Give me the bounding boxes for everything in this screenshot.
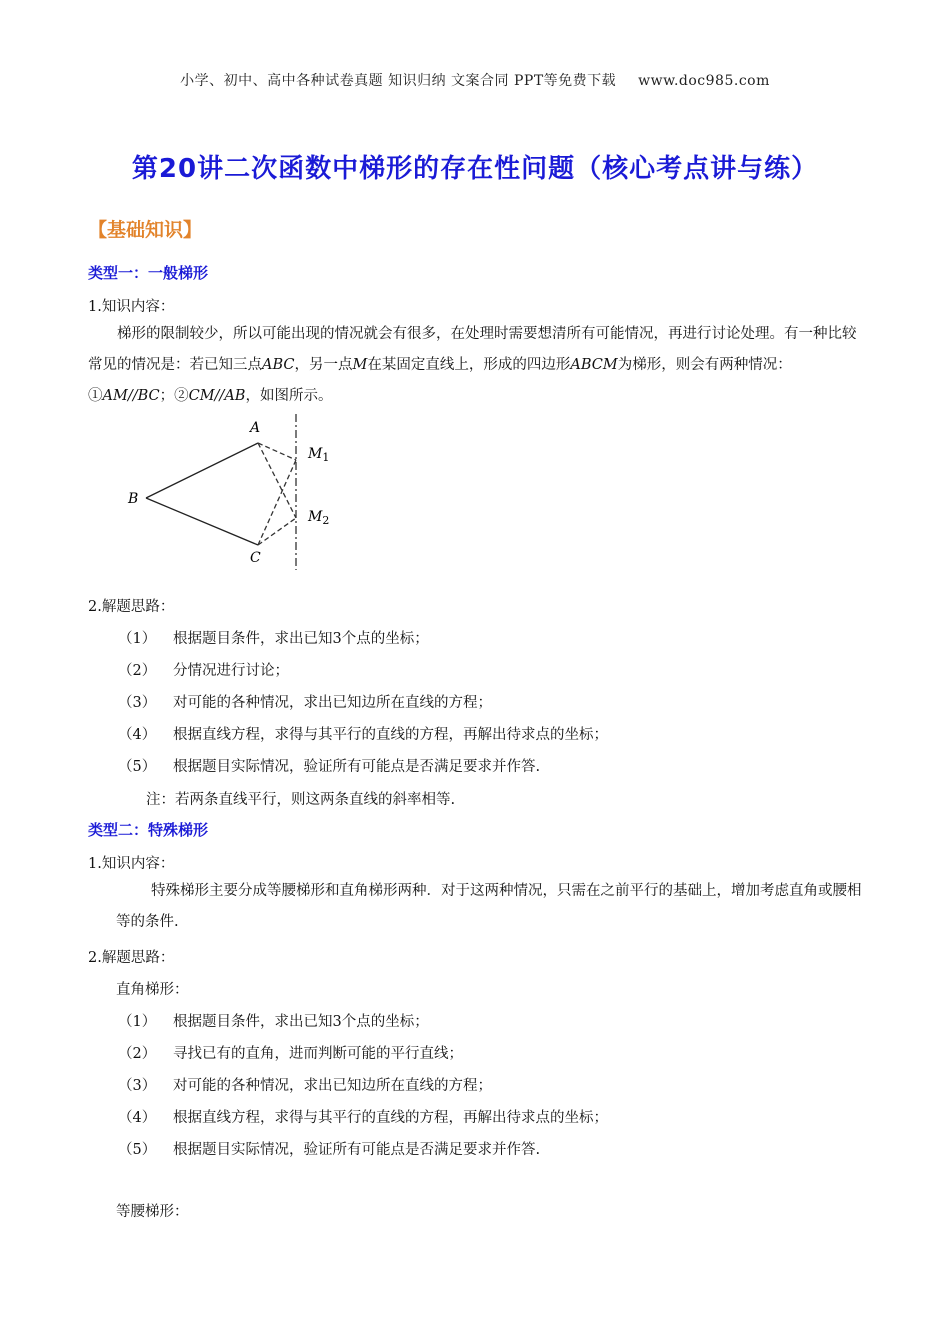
label-m1-sub: 1 xyxy=(322,451,330,464)
label-m2 xyxy=(307,509,329,527)
header-text: 小学、初中、高中各种试卷真题 知识归纳 文案合同 PPT等免费下载 xyxy=(180,73,617,89)
trapezoid-figure xyxy=(120,412,360,572)
text-span: 为梯形，则会有两种情况：① xyxy=(88,357,792,404)
right-trapezoid-label: 直角梯形： xyxy=(116,982,189,998)
type2-heading: 类型二：特殊梯形 xyxy=(88,821,209,839)
step-number: （3） xyxy=(118,1078,157,1094)
label-m2-sub: 2 xyxy=(322,514,330,527)
line-bc xyxy=(146,498,258,545)
step-text: 寻找已有的直角，进而判断可能的平行直线； xyxy=(173,1046,463,1062)
line-cm2 xyxy=(258,518,296,545)
step-text: 根据题目实际情况，验证所有可能点是否满足要求并作答. xyxy=(173,1142,541,1158)
section-heading: 【基础知识】 xyxy=(88,219,203,241)
step-number: （1） xyxy=(118,1014,157,1030)
type1-paragraph xyxy=(88,319,863,412)
line-ab xyxy=(146,443,258,498)
step-text: 根据题目条件，求出已知3个点的坐标； xyxy=(173,631,429,647)
list-item xyxy=(118,659,289,680)
italic-case2: CM//AB xyxy=(188,388,246,404)
step-number: （4） xyxy=(118,727,157,743)
italic-case1: AM//BC xyxy=(102,388,160,404)
page-title: 第20讲二次函数中梯形的存在性问题（核心考点讲与练） xyxy=(131,154,819,184)
line-am1 xyxy=(258,443,296,460)
italic-abcm: ABCM xyxy=(570,357,618,373)
list-item xyxy=(118,1106,608,1127)
type1-knowledge-label: 1.知识内容： xyxy=(88,299,175,315)
text-span: 梯形的限制较少，所以可能出现的情况就会有很多，在处理时需要想清所有可能情况，再进行讨论处理。有一种比较常见的情况是：若已知三点 xyxy=(88,326,857,373)
text-span: ，另一点 xyxy=(294,357,353,373)
type2-paragraph: 特殊梯形主要分成等腰梯形和直角梯形两种．对于这两种情况，只需在之前平行的基础上，增加考虑直角或腰相等的条件. xyxy=(116,883,862,930)
list-item xyxy=(118,627,429,648)
step-text: 根据直线方程，求得与其平行的直线的方程，再解出待求点的坐标； xyxy=(173,727,608,743)
isosceles-trapezoid-label: 等腰梯形： xyxy=(116,1204,189,1220)
label-a: A xyxy=(250,420,261,436)
list-item xyxy=(118,1042,463,1063)
list-item xyxy=(118,1074,492,1095)
italic-m: M xyxy=(352,357,368,373)
header-site-link[interactable]: www.doc985.com xyxy=(638,73,770,89)
label-m1-main: M xyxy=(308,446,323,462)
type2-knowledge-label: 1.知识内容： xyxy=(88,856,175,872)
type1-heading: 类型一：一般梯形 xyxy=(88,264,209,282)
type1-method-label: 2.解题思路： xyxy=(88,599,175,615)
label-m1 xyxy=(307,446,329,464)
step-text: 根据直线方程，求得与其平行的直线的方程，再解出待求点的坐标； xyxy=(173,1110,608,1126)
text-span: ，如图所示。 xyxy=(245,388,333,404)
page-header xyxy=(0,70,950,90)
label-c: C xyxy=(250,550,261,566)
type2-method-label: 2.解题思路： xyxy=(88,950,175,966)
step-text: 分情况进行讨论； xyxy=(173,663,289,679)
step-text: 对可能的各种情况，求出已知边所在直线的方程； xyxy=(173,695,492,711)
step-number: （1） xyxy=(118,631,157,647)
text-span: ；② xyxy=(159,388,189,404)
line-am2 xyxy=(258,443,296,518)
list-item xyxy=(118,723,608,744)
list-item xyxy=(118,1010,429,1031)
label-b: B xyxy=(128,491,139,507)
label-m2-main: M xyxy=(308,509,323,525)
type1-note: 注：若两条直线平行，则这两条直线的斜率相等. xyxy=(146,792,456,808)
line-cm1 xyxy=(258,460,296,545)
italic-abc: ABC xyxy=(262,357,295,373)
step-text: 根据题目实际情况，验证所有可能点是否满足要求并作答. xyxy=(173,759,541,775)
step-number: （2） xyxy=(118,1046,157,1062)
step-number: （5） xyxy=(118,1142,157,1158)
step-text: 对可能的各种情况，求出已知边所在直线的方程； xyxy=(173,1078,492,1094)
step-text: 根据题目条件，求出已知3个点的坐标； xyxy=(173,1014,429,1030)
list-item xyxy=(118,691,492,712)
list-item xyxy=(118,755,540,776)
text-span: 在某固定直线上，形成的四边形 xyxy=(367,357,571,373)
step-number: （2） xyxy=(118,663,157,679)
step-number: （4） xyxy=(118,1110,157,1126)
list-item xyxy=(118,1138,540,1159)
step-number: （5） xyxy=(118,759,157,775)
step-number: （3） xyxy=(118,695,157,711)
